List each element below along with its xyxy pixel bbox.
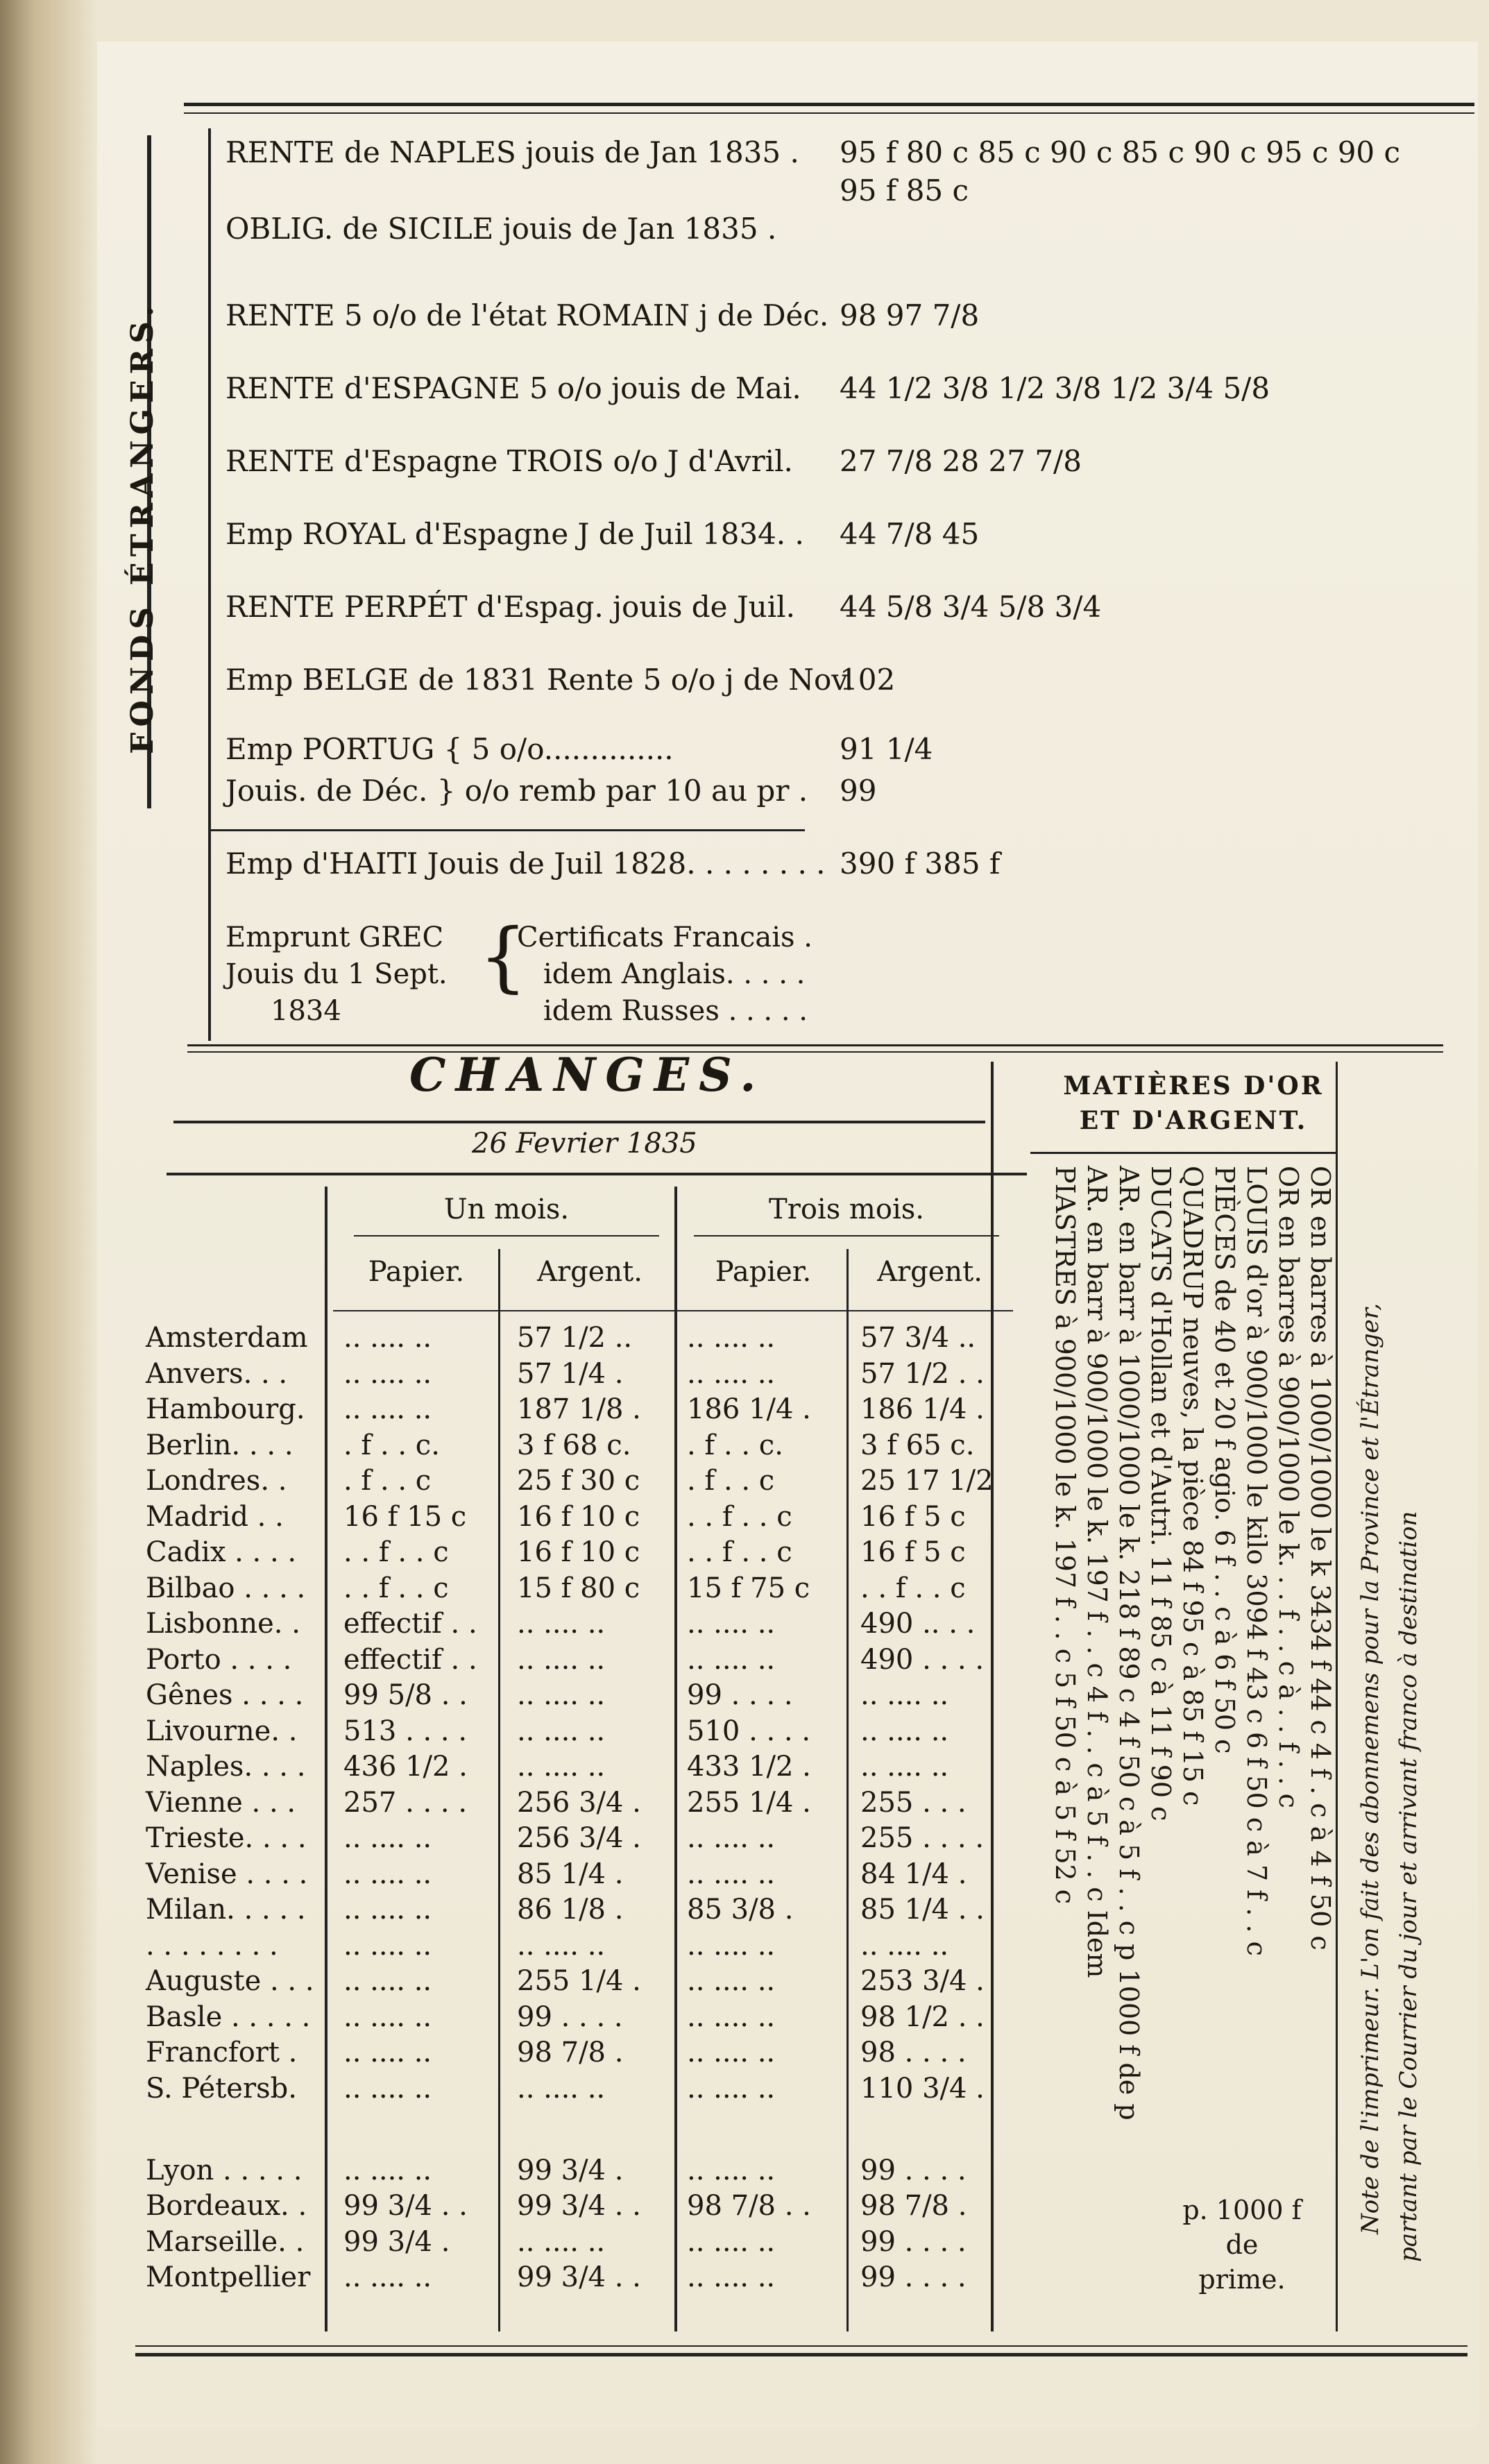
change-cell-c3: . . f . . c <box>687 1501 792 1533</box>
change-city: Porto . . . . <box>146 1644 292 1676</box>
matiere-line: OR en barres à 900/1000 le k. . . f . . c à . . f . . c <box>1273 1166 1304 1808</box>
change-city: Marseille. . <box>146 2226 305 2258</box>
changes-rule-1 <box>173 1121 985 1123</box>
change-cell-c2: 25 f 30 c <box>517 1465 640 1497</box>
change-cell-c4: 16 f 5 c <box>860 1536 966 1568</box>
fonds-row-value: 44 7/8 45 <box>840 517 980 551</box>
prime-note <box>1180 2193 1304 2297</box>
change-cell-c4: 16 f 5 c <box>860 1501 966 1533</box>
matieres-rule <box>1030 1152 1336 1154</box>
change-cell-c3: . f . . c. <box>687 1429 783 1461</box>
fonds-left-rule <box>208 128 211 1041</box>
change-city: Bordeaux. . <box>146 2190 307 2222</box>
change-cell-c2: 255 1/4 . <box>517 1965 641 1997</box>
fonds-row-label: Emp PORTUG { 5 o/o.............. <box>226 732 674 766</box>
top-rule <box>184 103 1474 114</box>
matieres-right-rule <box>1336 1062 1338 2331</box>
change-city: Naples. . . . <box>146 1751 306 1783</box>
brace-un-mois <box>354 1235 659 1237</box>
printer-note-1: Note de l'imprimeur. L'on fait des abonnemens pour la Province et l'Étranger, <box>1356 1302 1384 2234</box>
change-cell-c2: 86 1/8 . <box>517 1894 624 1926</box>
change-cell-c1: .. .... .. <box>343 1894 432 1926</box>
grec-right-3: idem Russes . . . . . <box>543 995 808 1027</box>
change-city: Anvers. . . <box>146 1358 288 1390</box>
change-cell-c3: . f . . c <box>687 1465 775 1497</box>
change-cell-c3: .. .... .. <box>687 2226 776 2258</box>
change-city: Berlin. . . . <box>146 1429 293 1461</box>
change-cell-c2: 15 f 80 c <box>517 1572 640 1604</box>
change-cell-c3: 433 1/2 . <box>687 1751 811 1783</box>
change-cell-c3: 255 1/4 . <box>687 1787 811 1819</box>
change-cell-c2: .. .... .. <box>517 2226 606 2258</box>
matieres-title: MATIÈRES D'OR ET D'ARGENT. <box>1063 1071 1324 1135</box>
change-cell-c3: .. .... .. <box>687 1608 776 1640</box>
bottom-rule <box>135 2345 1467 2356</box>
fonds-row-label: RENTE de NAPLES jouis de Jan 1835 . <box>226 135 799 169</box>
grec-left-2: Jouis du 1 Sept. <box>226 958 448 990</box>
header-trois-mois: Trois mois. <box>769 1193 924 1225</box>
change-cell-c3: .. .... .. <box>687 1358 776 1390</box>
change-city: Lyon . . . . . <box>146 2155 303 2186</box>
change-cell-c1: 436 1/2 . <box>343 1751 468 1783</box>
matiere-line: AR. en barr à 1000/1000 le k. 218 f 89 c 4 f 50 c à 5 f . . c p 1000 f de p <box>1114 1166 1144 2121</box>
change-city: Livourne. . <box>146 1715 298 1747</box>
change-cell-c4: 253 3/4 . <box>860 1965 985 1997</box>
change-city: Londres. . <box>146 1465 287 1497</box>
change-cell-c3: .. .... .. <box>687 2073 776 2105</box>
grec-right <box>517 919 812 1030</box>
change-cell-c3: 85 3/8 . <box>687 1894 794 1926</box>
change-cell-c3: .. .... .. <box>687 1930 776 1962</box>
fonds-row-label: RENTE 5 o/o de l'état ROMAIN j de Déc. <box>226 298 829 332</box>
change-cell-c2: 16 f 10 c <box>517 1536 640 1568</box>
change-city: Auguste . . . <box>146 1965 314 1997</box>
fonds-row-label: Emp BELGE de 1831 Rente 5 o/o j de Nov. <box>226 663 854 697</box>
change-cell-c4: 98 7/8 . <box>860 2190 967 2222</box>
change-cell-c4: .. .... .. <box>860 1751 949 1783</box>
change-cell-c2: 98 7/8 . <box>517 2037 624 2068</box>
fonds-row-value: 95 f 85 c <box>840 173 969 207</box>
change-city: Amsterdam <box>146 1322 308 1354</box>
change-cell-c2: 99 . . . . <box>517 2001 623 2033</box>
grec-left-1: Emprunt GREC <box>226 921 444 953</box>
header-argent-2: Argent. <box>877 1256 982 1288</box>
col-rule-1 <box>325 1187 327 2331</box>
change-cell-c1: . f . . c <box>343 1465 432 1497</box>
change-cell-c2: .. .... .. <box>517 1751 606 1783</box>
prime-3: prime. <box>1198 2264 1286 2295</box>
change-cell-c1: .. .... .. <box>343 1965 432 1997</box>
change-cell-c1: .. .... .. <box>343 2001 432 2033</box>
change-cell-c2: 99 3/4 . . <box>517 2261 641 2293</box>
header-underline <box>333 1310 1013 1311</box>
matiere-line: AR. en barr à 900/1000 le k. 197 f . . c 4 f . . c à 5 f . . c Idem <box>1082 1166 1112 1978</box>
fonds-side-title: FONDS ÉTRANGERS. <box>125 300 160 754</box>
section-rule-2 <box>187 1051 1443 1053</box>
change-cell-c4: 255 . . . <box>860 1787 967 1819</box>
matiere-line: LOUIS d'or à 900/1000 le kilo 3094 f 43 c 6 f 50 c à 7 f . . c <box>1241 1166 1272 1956</box>
fonds-row-value: 99 <box>840 774 877 808</box>
fonds-row-value: 98 97 7/8 <box>840 298 980 332</box>
matiere-line: DUCATS d'Hollan et d'Autri. 11 f 85 c à 11 f 90 c <box>1146 1166 1176 1821</box>
change-cell-c4: 255 . . . . <box>860 1822 985 1854</box>
change-city: Francfort . <box>146 2037 298 2068</box>
fonds-row-value: 44 1/2 3/8 1/2 3/8 1/2 3/4 5/8 <box>840 371 1270 405</box>
change-cell-c1: 257 . . . . <box>343 1787 468 1819</box>
change-cell-c1: .. .... .. <box>343 2073 432 2105</box>
change-cell-c2: 256 3/4 . <box>517 1787 641 1819</box>
change-cell-c3: .. .... .. <box>687 1644 776 1676</box>
change-cell-c4: .. .... .. <box>860 1679 949 1711</box>
col-rule-4 <box>846 1249 849 2331</box>
prime-2: de <box>1225 2229 1259 2260</box>
fonds-row-label: RENTE PERPÉT d'Espag. jouis de Juil. <box>226 590 795 624</box>
change-cell-c2: .. .... .. <box>517 1679 606 1711</box>
change-city: Milan. . . . . <box>146 1894 306 1926</box>
header-argent-1: Argent. <box>537 1256 643 1288</box>
change-cell-c4: 98 . . . . <box>860 2037 967 2068</box>
matiere-line: PIASTRES à 900/1000 le k. 197 f . . c 5 f 50 c à 5 f 52 c <box>1050 1166 1080 1905</box>
fonds-row-value: 102 <box>840 663 896 697</box>
change-city: Vienne . . . <box>146 1787 296 1819</box>
change-cell-c2: .. .... .. <box>517 1608 606 1640</box>
change-city: S. Pétersb. <box>146 2073 297 2105</box>
fonds-row-label: RENTE d'Espagne TROIS o/o J d'Avril. <box>226 444 793 478</box>
change-cell-c2: .. .... .. <box>517 1715 606 1747</box>
change-cell-c3: 99 . . . . <box>687 1679 793 1711</box>
fonds-row-label: Emp d'HAITI Jouis de Juil 1828. . . . . . . . <box>226 847 826 881</box>
matiere-line: PIÈCES de 40 et 20 f agio. 6 f . . c à 6 f 50 c <box>1209 1166 1240 1754</box>
fonds-row-value: 44 5/8 3/4 5/8 3/4 <box>840 590 1102 624</box>
change-cell-c1: 99 3/4 . . <box>343 2190 468 2222</box>
change-cell-c1: 99 3/4 . <box>343 2226 450 2258</box>
change-cell-c3: 186 1/4 . <box>687 1393 811 1425</box>
change-cell-c1: . f . . c. <box>343 1429 440 1461</box>
change-cell-c2: 99 3/4 . <box>517 2155 624 2186</box>
change-city: Gênes . . . . <box>146 1679 304 1711</box>
change-cell-c3: .. .... .. <box>687 1965 776 1997</box>
change-cell-c1: 513 . . . . <box>343 1715 468 1747</box>
change-cell-c1: .. .... .. <box>343 1358 432 1390</box>
col-rule-3 <box>674 1187 677 2331</box>
change-cell-c2: 57 1/4 . <box>517 1358 624 1390</box>
change-cell-c1: 16 f 15 c <box>343 1501 467 1533</box>
change-cell-c1: .. .... .. <box>343 1393 432 1425</box>
change-cell-c2: 256 3/4 . <box>517 1822 641 1854</box>
fonds-row-value: 95 f 80 c 85 c 90 c 85 c 90 c 95 c 90 c <box>840 135 1401 169</box>
change-cell-c1: . . f . . c <box>343 1572 449 1604</box>
change-cell-c4: 25 17 1/2 <box>860 1465 994 1497</box>
change-cell-c2: .. .... .. <box>517 1930 606 1962</box>
change-city: Hambourg. <box>146 1393 305 1425</box>
changes-rule-2 <box>167 1173 1027 1175</box>
change-cell-c1: .. .... .. <box>343 1930 432 1962</box>
prime-1: p. 1000 f <box>1182 2195 1302 2225</box>
change-cell-c4: 99 . . . . <box>860 2261 967 2293</box>
printer-note-2: partant par le Courrier du jour et arrivant franco à destination <box>1395 1511 1422 2262</box>
change-cell-c1: effectif . . <box>343 1644 477 1676</box>
change-cell-c4: 110 3/4 . <box>860 2073 985 2105</box>
change-cell-c4: 99 . . . . <box>860 2155 967 2186</box>
change-cell-c2: .. .... .. <box>517 1644 606 1676</box>
change-cell-c4: .. .... .. <box>860 1930 949 1962</box>
matiere-line: OR en barres à 1000/1000 le k 3434 f 44 c 4 f . c à 4 f 50 c <box>1305 1166 1336 1951</box>
change-cell-c2: 16 f 10 c <box>517 1501 640 1533</box>
grec-brace: { <box>479 912 527 1001</box>
fonds-divider <box>208 829 805 831</box>
change-cell-c3: .. .... .. <box>687 1322 776 1354</box>
book-spine <box>0 0 97 2464</box>
change-cell-c3: . . f . . c <box>687 1536 792 1568</box>
grec-left <box>226 919 448 1030</box>
change-cell-c2: 99 3/4 . . <box>517 2190 641 2222</box>
grec-right-2: idem Anglais. . . . . <box>543 958 806 990</box>
change-cell-c2: 57 1/2 .. <box>517 1322 633 1354</box>
change-cell-c4: 84 1/4 . <box>860 1858 967 1890</box>
change-cell-c4: 57 1/2 . . <box>860 1358 985 1390</box>
change-city: Bilbao . . . . <box>146 1572 306 1604</box>
fonds-row-value: 390 f 385 f <box>840 847 1001 881</box>
change-cell-c1: .. .... .. <box>343 1322 432 1354</box>
change-cell-c1: .. .... .. <box>343 1822 432 1854</box>
matiere-line: QUADRUP neuves, la pièce 84 f 95 c à 85 f 15 c <box>1177 1166 1208 1806</box>
change-city: Madrid . . <box>146 1501 284 1533</box>
change-cell-c2: 3 f 68 c. <box>517 1429 631 1461</box>
fonds-row-label: OBLIG. de SICILE jouis de Jan 1835 . <box>226 212 777 246</box>
change-cell-c3: 510 . . . . <box>687 1715 811 1747</box>
change-cell-c1: .. .... .. <box>343 1858 432 1890</box>
change-cell-c1: .. .... .. <box>343 2155 432 2186</box>
change-cell-c2: .. .... .. <box>517 2073 606 2105</box>
change-cell-c1: 99 5/8 . . <box>343 1679 468 1711</box>
change-cell-c3: .. .... .. <box>687 2037 776 2068</box>
header-papier-1: Papier. <box>368 1256 465 1288</box>
change-cell-c4: 490 .. . . <box>860 1608 976 1640</box>
change-city: Trieste. . . . <box>146 1822 307 1854</box>
change-cell-c4: 3 f 65 c. <box>860 1429 975 1461</box>
changes-title: CHANGES. <box>409 1048 766 1102</box>
fonds-row-label: Emp ROYAL d'Espagne J de Juil 1834. . <box>226 517 804 551</box>
changes-date: 26 Fevrier 1835 <box>472 1128 697 1159</box>
change-cell-c1: effectif . . <box>343 1608 477 1640</box>
change-city: . . . . . . . . <box>146 1930 278 1962</box>
change-cell-c3: 98 7/8 . . <box>687 2190 811 2222</box>
grec-left-3: 1834 <box>271 995 341 1027</box>
change-cell-c3: .. .... .. <box>687 2261 776 2293</box>
col-rule-5 <box>991 1062 994 2331</box>
change-cell-c4: 98 1/2 . . <box>860 2001 985 2033</box>
fonds-row-label: RENTE d'ESPAGNE 5 o/o jouis de Mai. <box>226 371 801 405</box>
change-cell-c3: .. .... .. <box>687 1822 776 1854</box>
change-cell-c1: . . f . . c <box>343 1536 449 1568</box>
fonds-row-value: 91 1/4 <box>840 732 933 766</box>
change-cell-c1: .. .... .. <box>343 2037 432 2068</box>
change-cell-c3: .. .... .. <box>687 2155 776 2186</box>
change-cell-c3: .. .... .. <box>687 1858 776 1890</box>
change-cell-c3: .. .... .. <box>687 2001 776 2033</box>
change-cell-c2: 85 1/4 . <box>517 1858 624 1890</box>
change-cell-c2: 187 1/8 . <box>517 1393 641 1425</box>
fonds-row-label: Jouis. de Déc. } o/o remb par 10 au pr . <box>226 774 808 808</box>
brace-trois-mois <box>694 1235 999 1237</box>
grec-right-1: Certificats Francais . <box>517 921 812 953</box>
change-city: Montpellier <box>146 2261 311 2293</box>
section-rule-1 <box>187 1044 1443 1046</box>
change-cell-c3: 15 f 75 c <box>687 1572 810 1604</box>
change-cell-c1: .. .... .. <box>343 2261 432 2293</box>
change-cell-c4: 85 1/4 . . <box>860 1894 985 1926</box>
change-city: Lisbonne. . <box>146 1608 300 1640</box>
header-un-mois: Un mois. <box>443 1193 570 1225</box>
change-cell-c4: 186 1/4 . <box>860 1393 985 1425</box>
header-papier-2: Papier. <box>715 1256 812 1288</box>
change-city: Basle . . . . . <box>146 2001 311 2033</box>
change-cell-c4: .. .... .. <box>860 1715 949 1747</box>
fonds-row-value: 27 7/8 28 27 7/8 <box>840 444 1082 478</box>
change-cell-c4: 57 3/4 .. <box>860 1322 976 1354</box>
change-city: Venise . . . . <box>146 1858 308 1890</box>
col-rule-2 <box>498 1249 500 2331</box>
change-cell-c4: . . f . . c <box>860 1572 966 1604</box>
change-cell-c4: 490 . . . . <box>860 1644 985 1676</box>
change-city: Cadix . . . . <box>146 1536 297 1568</box>
change-cell-c4: 99 . . . . <box>860 2226 967 2258</box>
